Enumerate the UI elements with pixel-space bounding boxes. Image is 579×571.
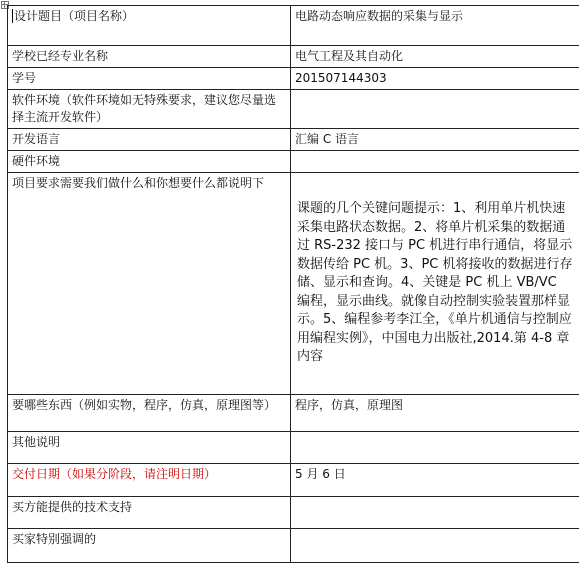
- value-cell[interactable]: [291, 6, 579, 46]
- label-student-id: 学号: [12, 71, 37, 85]
- value-cell[interactable]: [291, 151, 579, 173]
- label-cell: [8, 529, 291, 563]
- value-cell[interactable]: [291, 464, 579, 497]
- label-cell: [8, 6, 291, 46]
- label-cell: [8, 432, 291, 464]
- value-cell[interactable]: [291, 129, 579, 151]
- table-row: [8, 497, 579, 529]
- value-cell[interactable]: [291, 497, 579, 529]
- value-school-major: 电气工程及其自动化: [295, 49, 404, 63]
- label-cell: [8, 68, 291, 90]
- label-cell: [8, 129, 291, 151]
- label-cell: [8, 173, 291, 395]
- table-row: [8, 151, 579, 173]
- table-row: [8, 432, 579, 464]
- label-deliverables: 要哪些东西（例如实物，程序，仿真，原理图等）: [12, 398, 277, 412]
- table-row: [8, 173, 579, 395]
- label-cell: [8, 151, 291, 173]
- label-cell: [8, 464, 291, 497]
- value-dev-language: 汇编 C 语言: [295, 132, 360, 146]
- label-other-notes: 其他说明: [12, 435, 61, 449]
- table-row: [8, 6, 579, 46]
- label-cell: [8, 497, 291, 529]
- table-row: [8, 129, 579, 151]
- text-cursor: [12, 9, 13, 23]
- requirements-form-table: [7, 5, 579, 563]
- table-row: [8, 68, 579, 90]
- label-school-major: 学校已经专业名称: [12, 49, 109, 63]
- value-delivery-date: 5 月 6 日: [295, 467, 346, 481]
- table-row: [8, 90, 579, 129]
- label-cell: [8, 46, 291, 68]
- label-cell: [8, 395, 291, 432]
- label-hardware-environment: 硬件环境: [12, 154, 61, 168]
- value-cell[interactable]: [291, 68, 579, 90]
- value-cell[interactable]: [291, 432, 579, 464]
- label-dev-language: 开发语言: [12, 132, 61, 146]
- table-row: [8, 529, 579, 563]
- value-cell[interactable]: [291, 529, 579, 563]
- value-cell[interactable]: [291, 173, 579, 395]
- value-student-id: 201507144303: [295, 71, 387, 85]
- value-cell[interactable]: [291, 46, 579, 68]
- label-project-name: 设计题目（项目名称）: [14, 9, 135, 23]
- value-cell[interactable]: [291, 395, 579, 432]
- label-buyer-emphasis: 买家特别强调的: [12, 532, 97, 546]
- table-row: [8, 46, 579, 68]
- label-project-requirements: 项目要求需要我们做什么和你想要什么都说明下: [12, 176, 265, 190]
- value-project-name: 电路动态响应数据的采集与显示: [295, 9, 464, 23]
- label-cell: [8, 90, 291, 129]
- table-row: [8, 395, 579, 432]
- value-project-requirements: 课题的几个关键问题提示：1、利用单片机快速采集电路状态数据。2、将单片机采集的数据通过 RS-232 接口与 PC 机进行串行通信，将显示数据传给 PC 机。3、PC 机将接收的数据进行存储、显示和查询。4、关键是 PC 机上 VB/VC 编程，显示曲线。就像自动控制实验装置那样显示。5、编程参考李江全，《单片机通信与控制应用编程实例》，中国电力出版社,2014.第 4-8 章内容: [297, 201, 573, 365]
- value-deliverables: 程序，仿真，原理图: [295, 398, 404, 412]
- label-buyer-tech-support: 买方能提供的技术支持: [12, 500, 133, 514]
- label-software-environment: 软件环境（软件环境如无特殊要求，建议您尽量选择主流开发软件）: [12, 93, 277, 124]
- table-row: [8, 464, 579, 497]
- value-cell[interactable]: [291, 90, 579, 129]
- label-delivery-date: 交付日期（如果分阶段，请注明日期）: [12, 467, 217, 481]
